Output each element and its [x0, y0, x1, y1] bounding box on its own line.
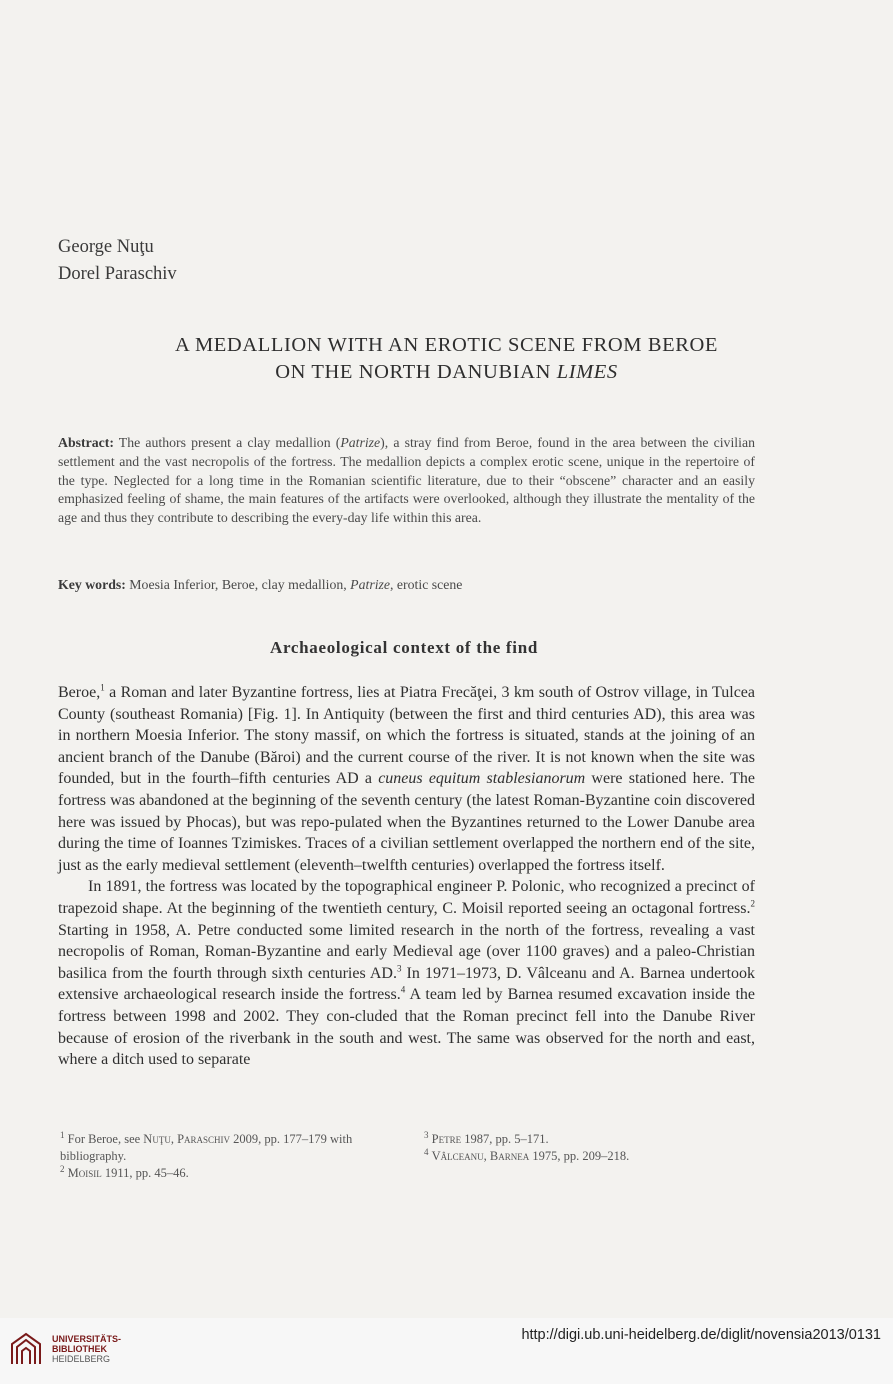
author-name: Dorel Paraschiv	[58, 264, 177, 284]
title-line-2: ON THE NORTH DANUBIAN LIMES	[275, 361, 618, 383]
footnote-ref[interactable]: 1	[100, 682, 105, 693]
source-url-link[interactable]: http://digi.ub.uni-heidelberg.de/diglit/novensia2013/0131	[521, 1327, 881, 1343]
footnote-ref[interactable]: 4	[400, 984, 406, 995]
footnote: $^4$ Vâlceanu, Barnea 1975, pp. 209–218.	[424, 1146, 630, 1163]
article-title	[0, 332, 893, 386]
footnote: $^1$ For Beroe, see Nuţu, Paraschiv 2009, pp. 177–179 with bibliography.	[60, 1129, 353, 1163]
footnote-ref[interactable]: 2	[750, 898, 755, 909]
library-logo-text[interactable]: UNIVERSITÄTS- BIBLIOTHEK HEIDELBERG	[52, 1334, 122, 1364]
keywords: Key words: Moesia Inferior, Beroe, clay medallion, Patrize, erotic scene	[58, 577, 463, 592]
footnote: $^3$ Petre 1987, pp. 5–171.	[424, 1129, 549, 1146]
footnote-ref[interactable]: 3	[396, 963, 402, 974]
author-list	[58, 234, 177, 288]
keywords-label: Key words:	[58, 577, 126, 592]
title-line-1: A MEDALLION WITH AN EROTIC SCENE FROM BEROE	[174, 334, 719, 356]
paragraph: In 1891, the fortress was located by the topographical engineer P. Polonic, who recognized a precinct of trapezoid shape. At the beginning of the twentieth century, C. Moisil reported seeing an octagonal fortress.$^2$ Starting in 1958, A. Petre conducted some limited research in the north of the fortress, revealing a vast necropolis of Roman, Roman-Byzantine and early Medieval age (over 1100 graves) and a paleo-Christian basilica from the fourth through sixth centuries AD.$^3$ In 1971–1973, D. Vâlceanu and A. Barnea undertook extensive archaeological research inside the fortress.$^4$ A team led by Barnea resumed excavation inside the fortress between 1998 and 2002. They con-cluded that the Roman precinct fell into the Danube River because of erosion of the riverbank in the south and west. The same was observed for the north and east, where a ditch used to separate	[58, 878, 756, 1069]
paragraph: Beroe,$^1$ a Roman and later Byzantine fortress, lies at Piatra Frecăţei, 3 km south of Ostrov village, in Tulcea County (southeast Romania) [Fig. 1]. In Antiquity (between the first and third centuries AD), this area was in northern Moesia Inferior. The stony massif, on which the fortress is situated, stands at the joining of an ancient branch of the Danube (Băroi) and the current course of the river. It is not known when the site was founded, but in the fourth–fifth centuries AD a cuneus equitum stablesianorum were stationed here. The fortress was abandoned at the beginning of the seventh century (the latest Roman-Byzantine coin discovered here was issued by Phocas), but was repo-pulated when the Byzantines returned to the Lower Danube area during the time of Ioannes Tzimiskes. Traces of a civilian settlement overlapped the northern end of the site, just as the early medieval settlement (eleventh–twelfth centuries) overlapped the fortress itself.	[58, 682, 755, 874]
footnotes-right	[424, 1131, 754, 1165]
body-text	[58, 682, 755, 1071]
author-name: George Nuţu	[58, 237, 154, 257]
footnote: $^2$ Moisil 1911, pp. 45–46.	[60, 1163, 189, 1180]
abstract: Abstract: The authors present a clay medallion (Patrize), a stray find from Beroe, found in the area between the civilian settlement and the vast necropolis of the fortress. The medallion depicts a complex erotic scene, unique in the repertoire of the type. Neglected for a long time in the Romanian scientific literature, due to their “obscene” character and an easily emphasized feeling of shame, the main features of the artifacts were overlooked, although they illustrate the mentality of the age and thus they contribute to describing the every-day life within this area.	[58, 435, 755, 526]
footnotes-left	[60, 1131, 405, 1182]
section-heading: Archaeological context of the find	[269, 638, 539, 657]
library-logo-icon[interactable]	[8, 1330, 44, 1366]
abstract-label: Abstract:	[58, 435, 114, 450]
